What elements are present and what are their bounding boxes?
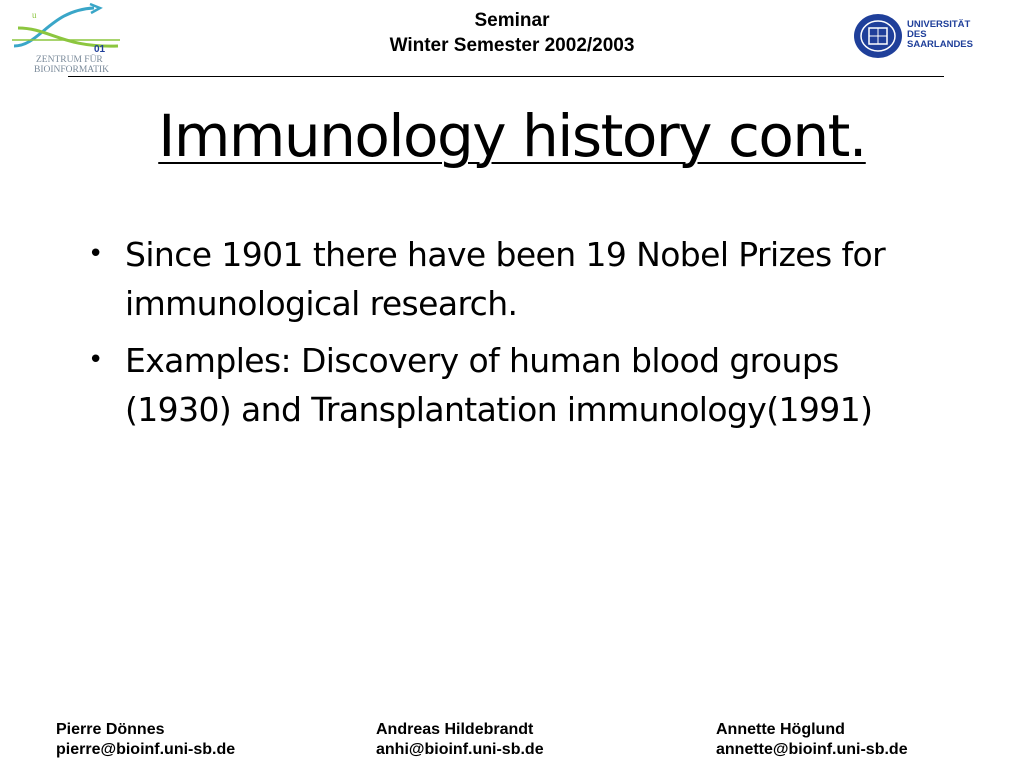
bullet-list: [86, 230, 946, 442]
university-logo-text: [907, 20, 973, 50]
svg-text:01: 01: [94, 44, 106, 55]
bullet-dot-icon: •: [88, 239, 103, 269]
header-seminar: Seminar: [474, 10, 550, 31]
footer-author-3: [716, 720, 908, 760]
bullet-item: [86, 336, 946, 434]
author-email: annette@bioinf.uni-sb.de: [716, 741, 908, 758]
author-name: Annette Höglund: [716, 721, 845, 738]
slide-title: Immunology history cont.: [158, 102, 866, 170]
author-name: Pierre Dönnes: [56, 721, 165, 738]
uni-text-line3: SAARLANDES: [907, 39, 973, 50]
bullet-item: [86, 230, 946, 328]
logo-left-text-line2: BIOINFORMATIK: [34, 65, 109, 75]
logo-left-text-line1: ZENTRUM FÜR: [36, 55, 103, 65]
bullet-text: Since 1901 there have been 19 Nobel Prizes for immunological research.: [125, 235, 886, 323]
author-email: pierre@bioinf.uni-sb.de: [56, 741, 236, 758]
svg-text:u: u: [32, 10, 37, 20]
author-name: Andreas Hildebrandt: [376, 721, 534, 738]
uni-text-line2: DES: [907, 29, 927, 40]
university-seal-icon: [852, 12, 904, 60]
uni-text-line1: UNIVERSITÄT: [907, 19, 971, 30]
footer-author-1: [56, 720, 235, 760]
university-logo: [852, 12, 988, 60]
header-semester: Winter Semester 2002/2003: [389, 35, 635, 56]
header-divider: [68, 76, 944, 77]
footer-author-2: [376, 720, 544, 760]
bullet-text: Examples: Discovery of human blood groups (1930) and Transplantation immunology(1991): [125, 341, 873, 429]
bullet-dot-icon: •: [88, 345, 103, 375]
author-email: anhi@bioinf.uni-sb.de: [376, 741, 544, 758]
